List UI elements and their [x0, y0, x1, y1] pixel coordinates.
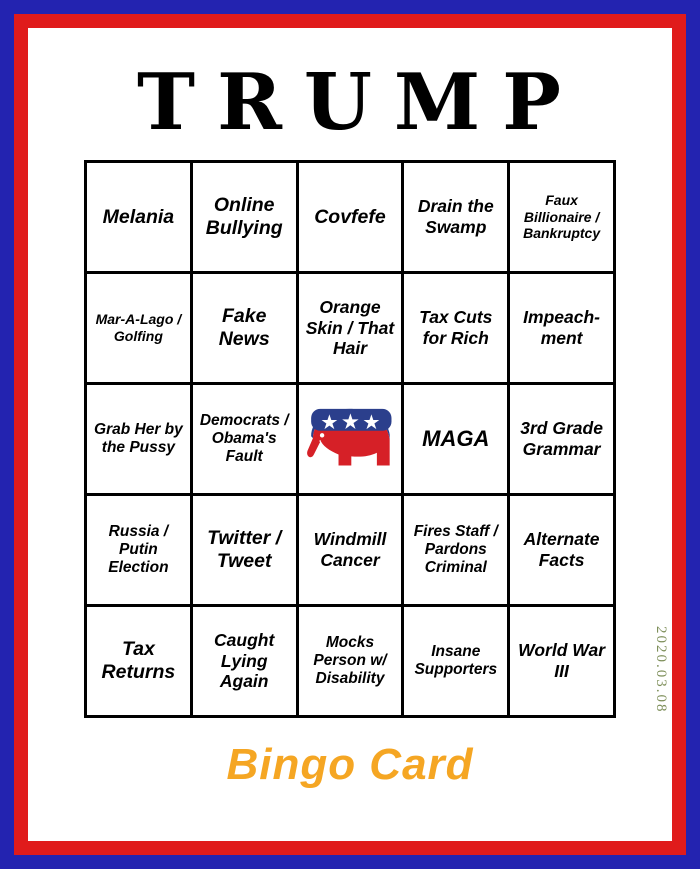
bingo-card-body	[28, 28, 672, 841]
bingo-cell[interactable]: Mar-A-Lago / Golfing	[86, 273, 192, 384]
bingo-card-inner-border	[14, 14, 686, 855]
bingo-cell[interactable]: Twitter / Tweet	[191, 495, 297, 606]
bingo-cell[interactable]: Online Bullying	[191, 162, 297, 273]
bingo-cell[interactable]: Covfefe	[297, 162, 403, 273]
bingo-cell[interactable]: Orange Skin / That Hair	[297, 273, 403, 384]
bingo-cell[interactable]: Windmill Cancer	[297, 495, 403, 606]
bingo-cell[interactable]: Tax Returns	[86, 606, 192, 717]
republican-elephant-icon	[302, 387, 399, 491]
bingo-cell[interactable]: Melania	[86, 162, 192, 273]
bingo-cell[interactable]: Drain the Swamp	[403, 162, 509, 273]
bingo-cell[interactable]: World War III	[509, 606, 615, 717]
bingo-row	[86, 273, 615, 384]
bingo-cell[interactable]: Caught Lying Again	[191, 606, 297, 717]
bingo-cell[interactable]: Fake News	[191, 273, 297, 384]
card-title: TRUMP	[137, 57, 583, 148]
bingo-cell[interactable]: MAGA	[403, 384, 509, 495]
bingo-cell[interactable]: Fires Staff / Pardons Criminal	[403, 495, 509, 606]
card-caption: Bingo Card	[226, 740, 474, 789]
card-date: 2020.03.08	[653, 625, 669, 713]
bingo-row	[86, 495, 615, 606]
bingo-cell[interactable]: Mocks Person w/ Disability	[297, 606, 403, 717]
bingo-cell[interactable]: Impeach-ment	[509, 273, 615, 384]
elephant-eye	[319, 433, 323, 437]
bingo-grid	[84, 160, 616, 718]
bingo-free-space-cell[interactable]	[297, 384, 403, 495]
bingo-row	[86, 384, 615, 495]
bingo-cell[interactable]: Alternate Facts	[509, 495, 615, 606]
bingo-cell[interactable]: Tax Cuts for Rich	[403, 273, 509, 384]
bingo-cell[interactable]: Russia / Putin Election	[86, 495, 192, 606]
bingo-row	[86, 162, 615, 273]
bingo-cell[interactable]: 3rd Grade Grammar	[509, 384, 615, 495]
bingo-row	[86, 606, 615, 717]
bingo-cell[interactable]: Faux Billionaire / Bankruptcy	[509, 162, 615, 273]
bingo-cell[interactable]: Insane Supporters	[403, 606, 509, 717]
bingo-cell[interactable]: Democrats / Obama's Fault	[191, 384, 297, 495]
bingo-grid-body	[86, 162, 615, 717]
bingo-cell[interactable]: Grab Her by the Pussy	[86, 384, 192, 495]
elephant-trunk	[307, 438, 320, 457]
